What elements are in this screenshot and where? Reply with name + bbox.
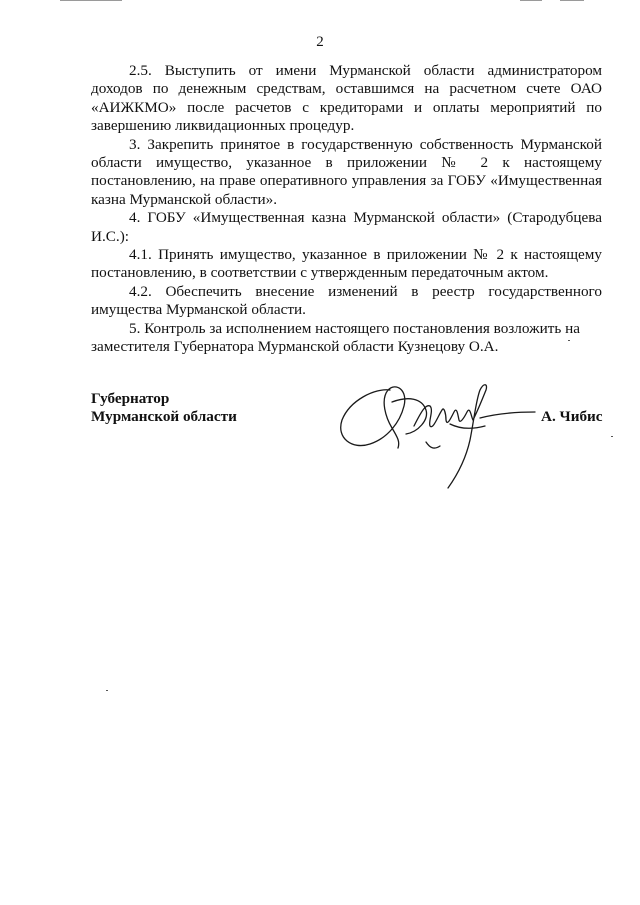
signatory-title-line-1: Губернатор <box>91 390 170 407</box>
scan-speck <box>611 436 613 437</box>
signatory-title <box>91 390 237 427</box>
signatory-title-line-2: Мурманской области <box>91 408 237 426</box>
paragraph-4-1: 4.1. Принять имущество, указанное в приложении № 2 к настоящему постановлению, в соответствии с утвержденным передаточным актом. <box>91 246 602 282</box>
scan-speck <box>106 690 108 691</box>
paragraph-3: 3. Закрепить принятое в государственную собственность Мурманской области имущество, указанное в приложении № 2 к настоящему постановлению, на праве оперативного управления за ГОБУ «Имущественная казна Мурманской области». <box>91 135 602 208</box>
scan-edge-mark-left <box>60 0 122 1</box>
handwritten-signature <box>330 360 550 500</box>
paragraph-2-5: 2.5. Выступить от имени Мурманской области администратором доходов по денежным средствам, оставшимся на расчетном счете ОАО «АИЖКМО» после расчетов с кредиторами и оплаты мероприятий по завершению ликвидационных процедур. <box>91 62 602 135</box>
scan-edge-mark-right-2 <box>560 0 584 1</box>
document-body <box>91 62 602 357</box>
paragraph-5: 5. Контроль за исполнением настоящего постановления возложить на заместителя Губернатора Мурманской области Кузнецову О.А. <box>91 319 580 356</box>
paragraph-4: 4. ГОБУ «Имущественная казна Мурманской области» (Стародубцева И.С.): <box>91 209 602 245</box>
signatory-name: А. Чибис <box>541 408 603 425</box>
scan-speck <box>568 340 570 341</box>
scan-edge-mark-right <box>520 0 542 1</box>
page-number: 2 <box>316 34 324 50</box>
paragraph-4-2: 4.2. Обеспечить внесение изменений в реестр государственного имущества Мурманской области. <box>91 282 602 319</box>
